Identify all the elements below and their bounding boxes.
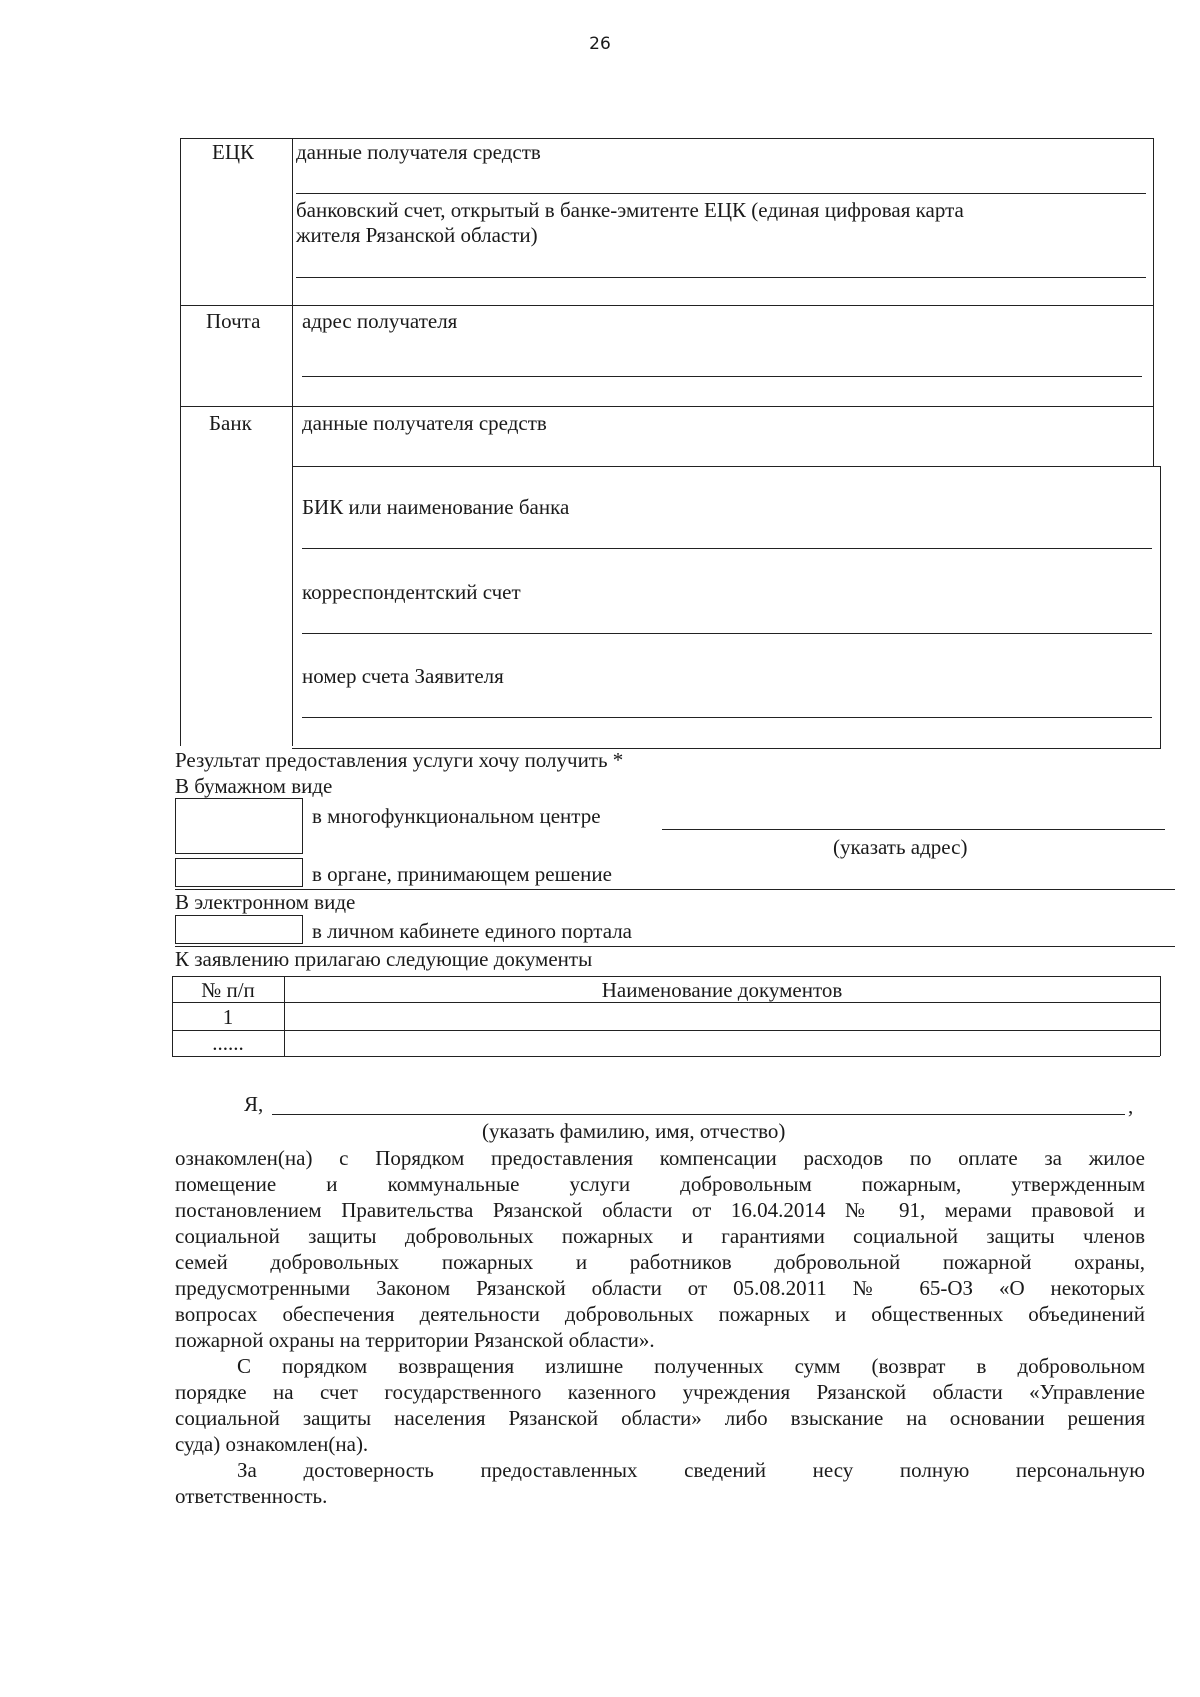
page-number: 26 [589, 34, 611, 54]
fio-line[interactable] [272, 1114, 1125, 1115]
doc-table-right [1160, 976, 1161, 1056]
ecp-account-line[interactable] [296, 277, 1146, 278]
row-label-bank: Банк [209, 411, 252, 435]
authority-checkbox[interactable] [175, 858, 303, 887]
post-address-line[interactable] [302, 376, 1142, 377]
bank-recipient-box-bottom [292, 466, 1160, 467]
mfc-option-label: в многофункциональном центре [312, 804, 601, 828]
result-heading: Результат предоставления услуги хочу получить * [175, 748, 624, 772]
mfc-address-line[interactable] [662, 829, 1165, 830]
text-line: суда) ознакомлен(на). [175, 1432, 369, 1456]
declaration-paragraph-1 [175, 1145, 1145, 1353]
authority-option-label: в органе, принимающем решение [312, 862, 612, 886]
ecp-account-label-line2: жителя Рязанской области) [296, 223, 538, 247]
portal-option-label: в личном кабинете единого портала [312, 919, 633, 943]
bank-applicant-account-label: номер счета Заявителя [302, 664, 504, 688]
portal-checkbox[interactable] [175, 915, 303, 944]
bank-corr-account-line[interactable] [302, 633, 1152, 634]
ecp-recipient-line[interactable] [296, 193, 1146, 194]
doc-row-num: 1 [222, 1005, 234, 1029]
table-left-border [180, 138, 181, 746]
text-line: пожарной охраны на территории Рязанской области». [175, 1328, 655, 1352]
table-col-divider [292, 138, 293, 746]
table-right-border-upper [1153, 138, 1154, 466]
text-line: социальной защиты населения Рязанской области» либо взыскание на основании решения [175, 1406, 1145, 1430]
paper-heading: В бумажном виде [175, 774, 333, 798]
bank-corr-account-label: корреспондентский счет [302, 580, 521, 604]
fio-comma: , [1128, 1094, 1134, 1118]
row-label-ecp: ЕЦК [212, 140, 254, 164]
text-line: помещение и коммунальные услуги добровольным пожарным, утвержденным [175, 1172, 1145, 1196]
ecp-recipient-label: данные получателя средств [296, 140, 541, 164]
text-line: семей добровольных пожарных и работников добровольной пожарной охраны, [175, 1250, 1145, 1274]
mfc-checkbox[interactable] [175, 798, 303, 854]
doc-table-row1-bottom [172, 1030, 1160, 1031]
text-line: социальной защиты добровольных пожарных и гарантиями социальной защиты членов [175, 1224, 1145, 1248]
documents-heading: К заявлению прилагаю следующие документы [175, 947, 593, 971]
bank-recipient-label: данные получателя средств [302, 411, 547, 435]
text-line: порядке на счет государственного казенного учреждения Рязанской области «Управление [175, 1380, 1145, 1404]
text-line: ответственность. [175, 1484, 328, 1508]
mfc-address-hint: (указать адрес) [833, 835, 968, 859]
text-line: предусмотренными Законом Рязанской области от 05.08.2011 № 65-ОЗ «О некоторых [175, 1276, 1145, 1300]
bank-applicant-account-line[interactable] [302, 717, 1152, 718]
fio-hint: (указать фамилию, имя, отчество) [482, 1119, 786, 1143]
row-divider-post [180, 406, 1153, 407]
doc-table-top [172, 976, 1160, 977]
declaration-paragraph-3 [175, 1457, 1145, 1509]
doc-col-name-header: Наименование документов [601, 978, 843, 1002]
declaration-paragraph-2 [175, 1353, 1145, 1457]
ecp-account-label-line1: банковский счет, открытый в банке-эмитенте ЕЦК (единая цифровая карта [296, 198, 964, 222]
doc-row-num: ...... [212, 1031, 244, 1055]
declaration-ya: Я, [244, 1092, 264, 1116]
bank-bik-line[interactable] [302, 548, 1152, 549]
doc-table-header-bottom [172, 1002, 1160, 1003]
text-line: С порядком возвращения излишне полученных сумм (возврат в добровольном [237, 1354, 1145, 1378]
doc-col-num-header: № п/п [201, 978, 255, 1002]
text-line: ознакомлен(на) с Порядком предоставления компенсации расходов по оплате за жилое [175, 1146, 1145, 1170]
table-top-border [180, 138, 1153, 139]
bank-bik-label: БИК или наименование банка [302, 495, 570, 519]
text-line: вопросах обеспечения деятельности добровольных пожарных и общественных объединений [175, 1302, 1145, 1326]
text-line: За достоверность предоставленных сведений несу полную персональную [237, 1458, 1145, 1482]
doc-table-bottom [172, 1056, 1160, 1057]
row-label-post: Почта [206, 309, 261, 333]
row-divider-ecp [180, 305, 1153, 306]
text-line: постановлением Правительства Рязанской области от 16.04.2014 № 91, мерами правовой и [175, 1198, 1145, 1222]
table-right-border-lower [1160, 466, 1161, 749]
electronic-heading: В электронном виде [175, 890, 356, 914]
post-address-label: адрес получателя [302, 309, 458, 333]
